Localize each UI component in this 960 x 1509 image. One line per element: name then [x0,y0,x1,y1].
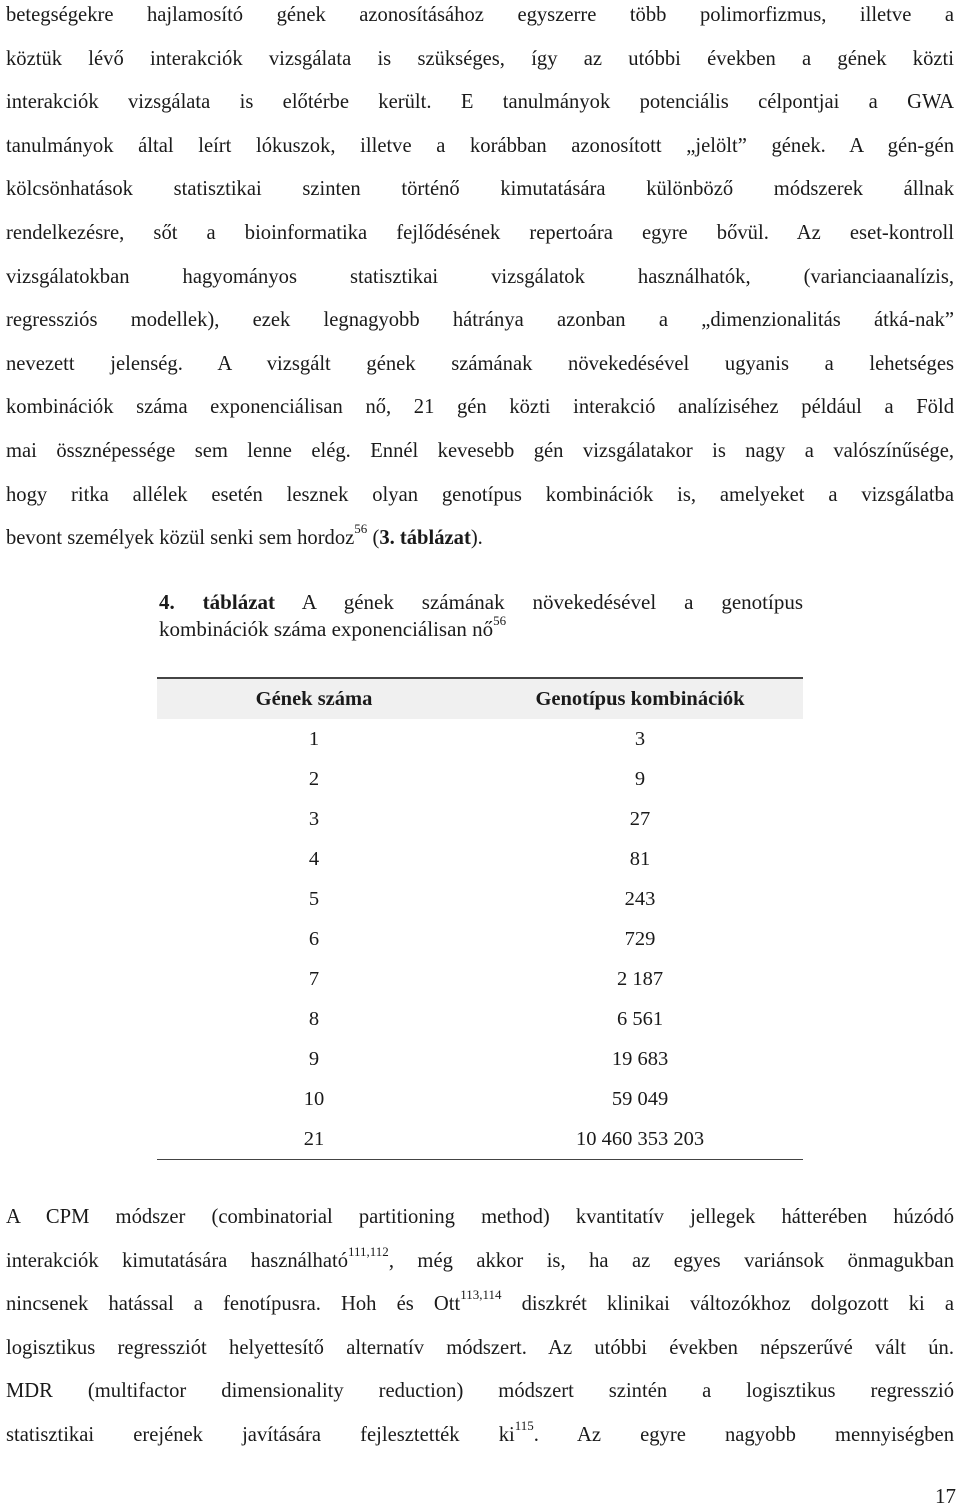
page-number: 17 [935,1484,956,1508]
cell-combinations: 19 683 [611,1047,669,1070]
cell-combinations: 243 [624,887,656,910]
table-row [157,1079,803,1119]
body-paragraph-2 [6,1196,954,1458]
cell-gene-count: 8 [308,1007,320,1030]
caption-line-1 [159,589,803,616]
text-line: tanulmányok által leírt lókuszok, illetve a korábban azonosított „jelölt” gének. A gén-gén [6,134,954,157]
cell-combinations: 6 561 [616,1007,664,1030]
cell-gene-count: 2 [308,767,320,790]
text-line: A CPM módszer (combinatorial partitioning method) kvantitatív jellegek hátterében húzódó [6,1206,954,1228]
table-header-row [157,678,803,719]
caption-number: 4. táblázat [159,590,276,614]
text-line: köztük lévő interakciók vizsgálata is szükséges, így az utóbbi években a gének közti [6,47,954,70]
cell-gene-count: 7 [308,967,320,990]
text-segment: ( [367,527,380,550]
table-caption [159,589,803,643]
text-line: kombinációk száma exponenciálisan nő, 21 gén közti interakció analíziséhez például a Föld [6,396,954,419]
body-paragraph-1 [6,0,954,561]
text-segment: ). [470,527,483,550]
text-segment: bevont személyek közül senki sem hordoz [6,527,355,550]
table-row [157,759,803,799]
cell-gene-count: 3 [308,807,320,830]
text-line: regressziós modellek), ezek legnagyobb hátránya azonban a „dimenzionalitás átká-nak” [6,309,954,332]
table-reference: 3. táblázat [379,527,471,550]
cell-gene-count: 21 [157,1119,477,1160]
text-line: mai össznépessége sem lenne elég. Ennél kevesebb gén vizsgálatakor is nagy a valószínűsége, [6,439,954,462]
cell-gene-count: 6 [308,927,320,950]
cell-combinations: 9 [634,767,646,790]
cell-combinations: 81 [629,847,651,870]
text-line [6,1240,954,1284]
cell-gene-count: 9 [308,1047,320,1070]
text-line-last [6,517,954,561]
text-line: nevezett jelenség. A vizsgált gének számának növekedésével ugyanis a lehetséges [6,352,954,375]
text-line: kölcsönhatások statisztikai szinten történő kimutatására különböző módszerek állnak [6,178,954,201]
table-row [157,999,803,1039]
text-segment: . Az egyre nagyobb mennyiségben [533,1423,954,1446]
cell-combinations: 27 [629,807,651,830]
text-line: logisztikus regressziót helyettesítő alternatív módszert. Az utóbbi években népszerűvé vált ún. [6,1336,954,1359]
reference-superscript: 56 [354,521,368,537]
table-row [157,919,803,959]
text-line: MDR (multifactor dimensionality reduction) módszert szintén a logisztikus regresszió [6,1380,954,1403]
text-line: betegségekre hajlamosító gének azonosításához egyszerre több polimorfizmus, illetve a [6,4,954,26]
cell-combinations: 2 187 [616,967,664,990]
table-row [157,839,803,879]
reference-superscript: 111,112 [348,1243,389,1259]
cell-combinations: 3 [634,727,646,750]
text-line [6,1283,954,1327]
text-line: interakciók vizsgálata is előtérbe került. E tanulmányok potenciális célpontjai a GWA [6,91,954,114]
text-segment: statisztikai erejének javítására fejlesztették ki [6,1423,515,1446]
text-line: vizsgálatokban hagyományos statisztikai vizsgálatok használhatók, (varianciaanalízis, [6,265,954,288]
reference-superscript: 113,114 [460,1287,502,1303]
table-row [157,1039,803,1079]
table-row [157,1119,803,1160]
caption-line-2 [159,613,803,643]
table-row [157,719,803,759]
cell-gene-count: 4 [308,847,320,870]
cell-gene-count: 5 [308,887,320,910]
reference-superscript: 56 [493,613,507,628]
table-row [157,799,803,839]
text-segment: interakciók kimutatására használható [6,1249,348,1272]
cell-gene-count: 10 [303,1087,325,1110]
column-header-combinations: Genotípus kombinációk [477,678,803,719]
text-segment: , még akkor is, ha az egyes variánsok önmagukban [388,1249,954,1272]
text-line [6,1414,954,1458]
cell-combinations: 729 [624,927,656,950]
text-line: rendelkezésre, sőt a bioinformatika fejlődésének repertoára egyre bővül. Az eset-kontroll [6,221,954,244]
genotype-table [157,677,803,1160]
caption-text: kombinációk száma exponenciálisan nő [159,617,494,641]
reference-superscript: 115 [514,1418,534,1434]
cell-combinations: 59 049 [611,1087,669,1110]
column-header-gene-count: Gének száma [157,678,477,719]
text-line: hogy ritka allélek esetén lesznek olyan genotípus kombinációk is, amelyeket a vizsgálatba [6,483,954,506]
table-row [157,879,803,919]
text-segment: nincsenek hatással a fenotípusra. Hoh és Ott [6,1293,461,1316]
caption-text: A gének számának növekedésével a genotípus [275,590,804,614]
text-segment: diszkrét klinikai változókhoz dolgozott ki a [501,1293,954,1316]
cell-combinations: 10 460 353 203 [477,1119,803,1160]
cell-gene-count: 1 [308,727,320,750]
table-row [157,959,803,999]
